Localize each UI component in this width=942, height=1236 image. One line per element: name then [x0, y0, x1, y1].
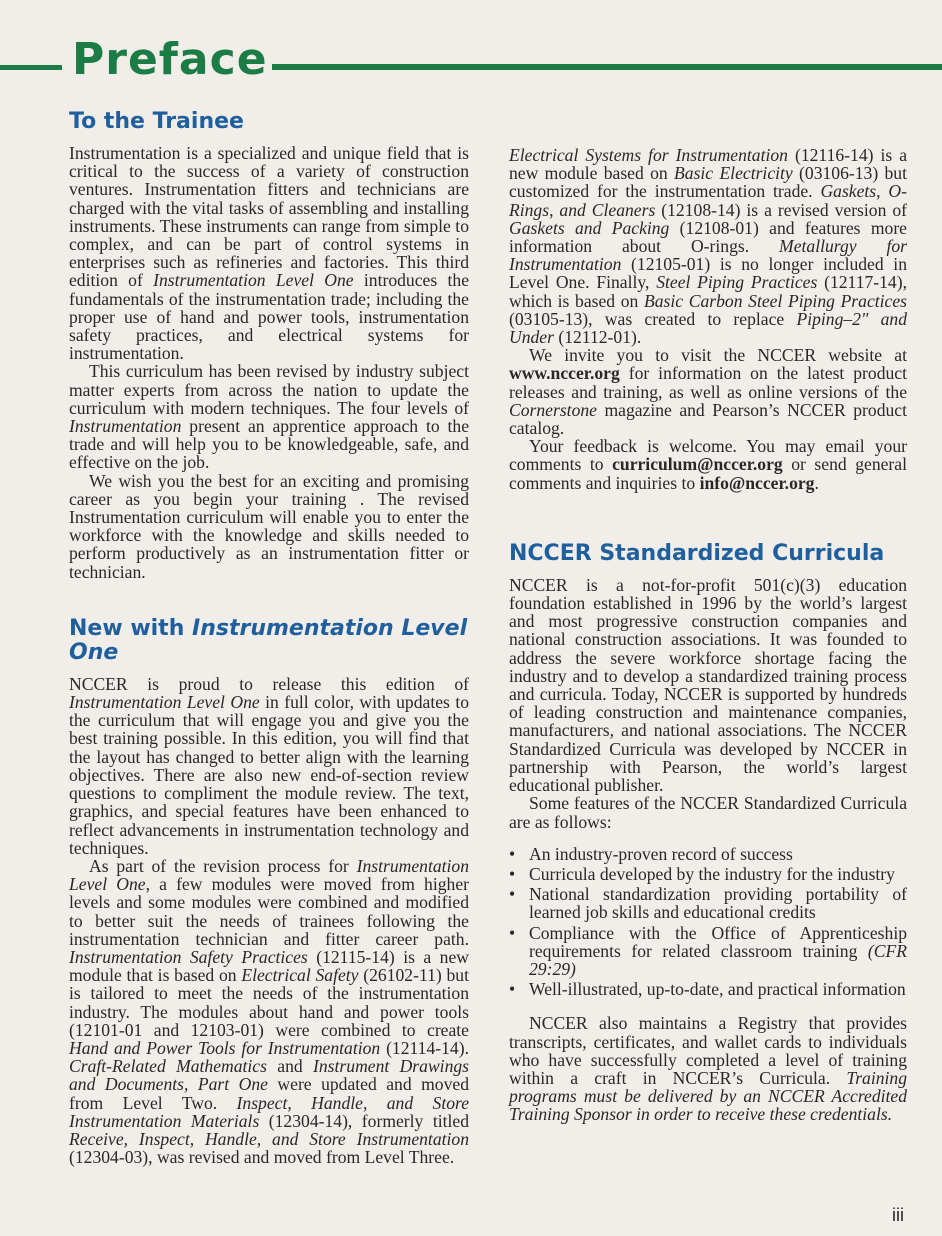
standardized-paragraph-1: NCCER is a not-for-profit 501(c)(3) education foundation established in 1996 by the world’s largest and most progressive construction companies and national construction associations. It was founded to address the severe workforce shortage facing the industry and to develop a standardized training process and curricula. Today, NCCER is supported by hundreds of leading construction and maintenance companies, manufacturers, and national associations. The NCCER Standardized Curricula was developed by NCCER in partnership with Pearson, the world’s largest educational publisher. [509, 574, 907, 796]
new-paragraph-3: Electrical Systems for Instrumentation (12116-14) is a new module based on Basic Electricity (03106-13) but customized for the instrumentation trade. Gaskets, O-Rings, and Cleaners (12108-14) is a revised version of Gaskets and Packing (12108-01) and features more information about O-rings. Metallurgy for Instrumentation (12105-01) is no longer included in Level One. Finally, Steel Piping Practices (12117-14), which is based on Basic Carbon Steel Piping Practices (03105-13), was created to replace Piping–2" and Under (12112-01). [509, 145, 908, 348]
standardized-paragraph-2: Some features of the NCCER Standardized Curricula are as follows: [509, 793, 907, 832]
bullet-icon: • [509, 922, 516, 943]
new-paragraph-1: NCCER is proud to release this edition of Instrumentation Level One in full color, with updates to the curriculum that will engage you and give you the best training possible. In this edition, you will find that the layout has changed to better align with the learning objectives. There are also new end-of-section review questions to compliment the module review. The text, graphics, and special features have been enhanced to reflect advancements in instrumentation technology and techniques. [69, 673, 470, 858]
new-paragraph-4: We invite you to visit the NCCER website at www.nccer.org for information on the latest product releases and training, as well as online versions of the Cornerstone magazine and Pearson’s NCCER product catalog. [509, 345, 907, 439]
new-paragraph-5: Your feedback is welcome. You may email your comments to curriculum@nccer.org or send general comments and inquiries to info@nccer.org. [509, 436, 907, 493]
section-heading-trainee: To the Trainee [69, 109, 244, 134]
list-item: • Well-illustrated, up-to-date, and practical information [509, 979, 906, 1000]
standardized-paragraph-3: NCCER also maintains a Registry that provides transcripts, certificates, and wallet cards to individuals who have successfully completed a level of training within a craft in NCCER’s Curricula. Training programs must be delivered by an NCCER Accredited Training Sponsor in order to receive these credentials. [509, 1013, 907, 1125]
section-heading-new: New with Instrumentation Level One [69, 615, 468, 665]
features-list [509, 845, 907, 999]
bullet-icon: • [509, 863, 516, 884]
new-paragraph-2: As part of the revision process for Instrumentation Level One, a few modules were moved from higher levels and some modules were combined and modified to better suit the needs of trainees following the instrumentation technician and fitter career path. Instrumentation Safety Practices (12115-14) is a new module that is based on Electrical Safety (26102-11) but is tailored to meet the needs of the instrumentation industry. The modules about hand and power tools (12101-01 and 12103-01) were combined to create Hand and Power Tools for Instrumentation (12114-14). Craft-Related Mathematics and Instrument Drawings and Documents, Part One were updated and moved from Level Two. Inspect, Handle, and Store Instrumentation Materials (12304-14), formerly titled Receive, Inspect, Handle, and Store Instrumentation (12304-03), was revised and moved from Level Three. [69, 855, 470, 1168]
trainee-paragraph-1: Instrumentation is a specialized and unique field that is critical to the success of a variety of construction ventures. Instrumentation fitters and technicians are charged with the vital tasks of assembling and installing instruments. These instruments can range from simple to complex, and can be part of control systems in enterprises such as refineries and factories. This third edition of Instrumentation Level One introduces the fundamentals of the instrumentation trade; including the proper use of hand and power tools, instrumentation safety practices, and electrical systems for instrumentation. [69, 143, 469, 364]
nccer-website-link[interactable]: www.nccer.org [509, 363, 620, 384]
info-email-link[interactable]: info@nccer.org [699, 472, 815, 493]
title-rule-right [272, 64, 942, 70]
list-item: • Curricula developed by the industry for the industry [509, 863, 895, 884]
trainee-paragraph-2: This curriculum has been revised by industry subject matter experts from across the nation to update the curriculum with modern techniques. The four levels of Instrumentation present an apprentice approach to the trade and will help you to be knowledgeable, safe, and effective on the job. [69, 361, 469, 473]
list-item: • An industry-proven record of success [509, 843, 793, 864]
bullet-icon: • [509, 843, 516, 864]
bullet-icon: • [509, 884, 516, 905]
trainee-paragraph-3: We wish you the best for an exciting and promising career as you begin your training . The revised Instrumentation curriculum will enable you to enter the workforce with the knowledge and skills needed to perform productively as an instrumentation fitter or technician. [69, 470, 469, 582]
list-item: • National standardization providing portability of learned job skills and educational credits [509, 884, 907, 923]
curriculum-email-link[interactable]: curriculum@nccer.org [612, 454, 783, 475]
page-title: Preface [72, 34, 268, 85]
bullet-icon: • [509, 979, 516, 1000]
left-column [69, 110, 469, 1166]
list-item: • Compliance with the Office of Apprenticeship requirements for related classroom training (CFR 29:29) [509, 922, 907, 979]
section-heading-standardized: NCCER Standardized Curricula [509, 540, 885, 566]
title-rule-left [0, 65, 62, 70]
page-number: iii [892, 1205, 904, 1225]
right-column [509, 146, 907, 1124]
